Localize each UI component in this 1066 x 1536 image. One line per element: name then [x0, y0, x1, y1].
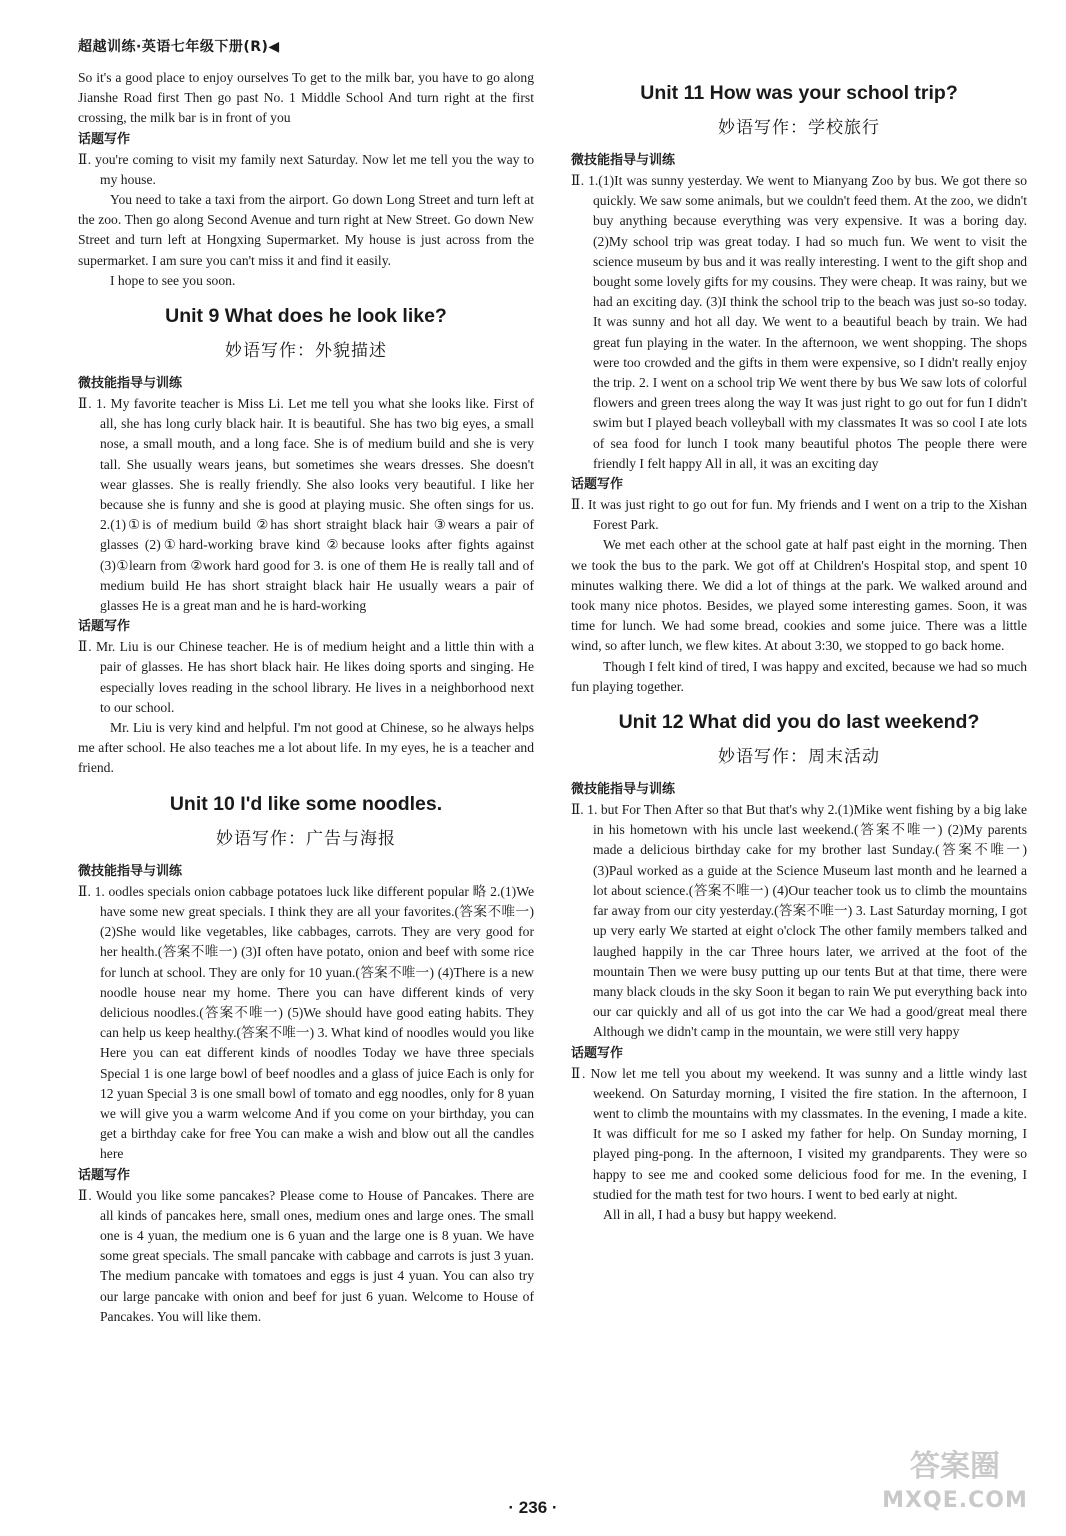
writing-paragraph: Though I felt kind of tired, I was happy and excited, because we had so much fun playing together. — [571, 658, 1027, 694]
writing-paragraph: All in all, I had a busy but happy weekend. — [603, 1206, 837, 1222]
right-column — [571, 68, 1027, 1225]
training-answers: Ⅱ. 1. oodles specials onion cabbage potatoes luck like different popular 略 2.(1)We have some new great specials. I think they are all your favorites.(答案不唯一) (2)She would like vegetables, like cabbages, carrots. They are very good for her health.(答案不唯一) (3)I often have potato, onion and beef with some rice for lunch at school. They are only for 10 yuan.(答案不唯一) (4)There is a new noodle house near my home. There you can have different kinds of very delicious noodles.(答案不唯一) (5)We should have good eating habits. They can help us keep healthy.(答案不唯一) 3. What kind of noodles would you like Here you can eat different kinds of noodles Today we have three specials Special 1 is one large bowl of beef noodles and a glass of juice Each is only for 12 yuan Special 3 is one small bowl of tomato and egg noodles, only for 8 yuan we will give you a warm welcome And if you come on your birthday, you can get a birthday cake for free You can make a wish and blow out all the candles here — [78, 883, 534, 1162]
section-label: 话题写作 — [571, 477, 624, 493]
writing-paragraph: Ⅱ. you're coming to visit my family next Saturday. Now let me tell you the way to my house. — [78, 151, 534, 187]
writing-paragraph: You need to take a taxi from the airport. Go down Long Street and turn left at the zoo. Then go along Second Avenue and turn right at New Street. Go down New Street and turn left at Hongxing Supermarket. My house is just across from the supermarket. I am sure you can't miss it and find it easily. — [78, 192, 534, 268]
section-label: 话题写作 — [78, 619, 131, 635]
section-label: 微技能指导与训练 — [571, 153, 676, 168]
left-column — [78, 68, 534, 1327]
section-label: 微技能指导与训练 — [78, 376, 183, 392]
intro-paragraph: So it's a good place to enjoy ourselves To get to the milk bar, you have to go along Jianshe Road first Then go past No. 1 Middle School And turn right at the first crossing, the milk bar is in front of you — [78, 70, 534, 126]
unit-9-title: Unit 9 What does he look like? — [165, 305, 447, 328]
running-header: 超越训练·英语七年级下册(R)◀ — [78, 39, 280, 55]
section-label: 话题写作 — [571, 1045, 624, 1061]
watermark-logo — [866, 1450, 1044, 1526]
unit-12-title: Unit 12 What did you do last weekend? — [618, 711, 980, 734]
writing-paragraph: Ⅱ. Now let me tell you about my weekend. It was sunny and a little windy last weekend. On Saturday morning, I visited the fire station. In the afternoon, I went to climb the mountains with my classmates. In the evening, I made a kite. It was difficult for me so I asked my father for help. On Sunday morning, I played ping-pong. In the afternoon, I visited my grandparents. They were so happy to see me and cooked some delicious food for me. In the evening, I studied for the math test for two hours. I went to bed early at night. — [571, 1065, 1027, 1202]
training-answers: Ⅱ. 1. but For Then After so that But that's why 2.(1)Mike went fishing by a big lake in his hometown with his uncle last weekend.(答案不唯一) (2)My parents made a delicious birthday cake for my brother last Sunday.(答案不唯一) (3)Paul worked as a guide at the Science Museum last month and he learned a lot about science.(答案不唯一) (4)Our teacher took us to climb the mountains far away from our city yesterday.(答案不唯一) 3. Last Saturday morning, I got up very early We started at eight o'clock The other family members talked and laughed happily in the car Three hours later, we arrived at the foot of the mountain Then we were busy putting up our tents But at that time, there were many black clouds in the sky Soon it began to rain We put everything back into our car quickly and all of us got into the car We had a good/great meal there Although we didn't camp in the mountain, we were still very happy — [571, 802, 1027, 1040]
writing-paragraph: Ⅱ. It was just right to go out for fun. My friends and I went on a trip to the Xishan Forest Park. — [571, 497, 1027, 533]
unit-12-topic: 妙语写作：周末活动 — [718, 747, 880, 768]
training-answers: Ⅱ. 1.(1)It was sunny yesterday. We went to Mianyang Zoo by bus. We got there so quickly. We saw some animals, but we couldn't feed them. At the zoo, we didn't buy anything because everything was very expensive. It was a boring day. (2)My school trip was great today. I had so much fun. We went to visit the science museum by bus and it was really interesting. I went to the gift shop and bought some lovely gifts for my cousins. They were cheap. It was rainy, but we had an exciting day. (3)I think the school trip to the beach was just so-so today. It was sunny and hot all day. We went to a beautiful beach by train. We had great fun playing in the water. In the afternoon, we went shopping. The shops were too crowded and the gifts in them were expensive, so I didn't really enjoy the trip. 2. I went on a school trip We went there by bus We saw lots of colorful flowers and green trees along the way It was just right to go out for fun I didn't swim but I played beach volleyball with my classmates It was so cool I ate lots of sea food for lunch I took many beautiful photos The people there were friendly I felt happy All in all, it was an exciting day — [571, 173, 1027, 471]
section-label: 话题写作 — [78, 131, 131, 147]
unit-11-topic: 妙语写作：学校旅行 — [718, 118, 880, 138]
training-answers: Ⅱ. 1. My favorite teacher is Miss Li. Let me tell you what she looks like. First of all, she has long curly black hair. It is beautiful. She has two big eyes, a small nose, a small mouth, and a long face. She is of medium build and she is very tall. She usually wears jeans, but sometimes she wears dresses. She doesn't wear glasses. She is really friendly. She also looks very beautiful. I like her because she is funny and she is good at playing music. She often sings for us. 2.(1)①is of medium build ②has short straight black hair ③wears a pair of glasses (2)①hard-working brave kind ②because looks after fights against (3)①learn from ②work hard good for 3. is one of them He is really tall and of medium build He has short straight black hair He usually wears a pair of glasses He is a great man and he is hard-working — [78, 396, 534, 614]
unit-9-topic: 妙语写作：外貌描述 — [225, 341, 387, 362]
unit-10-topic: 妙语写作：广告与海报 — [216, 828, 396, 849]
unit-11-title: Unit 11 How was your school trip? — [640, 82, 958, 104]
page-number: · 236 · — [508, 1498, 558, 1517]
writing-paragraph: Ⅱ. Mr. Liu is our Chinese teacher. He is of medium height and a little thin with a pair of glasses. He has short black hair. He likes doing sports and singing. He especially loves reading in the school library. He lives in a neighborhood next to our school. — [78, 639, 534, 715]
section-label: 话题写作 — [78, 1167, 131, 1183]
writing-paragraph: Mr. Liu is very kind and helpful. I'm not good at Chinese, so he always helps me after school. He also teaches me a lot about life. In my eyes, he is a teacher and friend. — [78, 720, 534, 776]
writing-paragraph: Ⅱ. Would you like some pancakes? Please come to House of Pancakes. There are all kinds of pancakes here, small ones, medium ones and large ones. The small one is 4 yuan, the medium one is 6 yuan and the large one is 8 yuan. We have some great specials. The small pancake with cabbage and carrots is just 3 yuan. The medium pancake with tomatoes and eggs is just 4 yuan. You can also try our large pancake with onion and beef for just 6 yuan. Welcome to House of Pancakes. You will like them. — [78, 1187, 534, 1324]
section-label: 微技能指导与训练 — [78, 863, 183, 879]
section-label: 微技能指导与训练 — [571, 782, 676, 798]
writing-paragraph: We met each other at the school gate at half past eight in the morning. Then we took the bus to the park. We got off at Children's Hospital stop, and spent 10 minutes walking there. We did a lot of things at the park. We walked around and took many nice photos. Besides, we played some interesting games. Soon, it was time for lunch. We had some bread, cookies and some juice. There was a little wind, so after lunch, we flew kites. At about 3:30, we stopped to go back home. — [571, 537, 1027, 654]
watermark-line: 答案圈 — [910, 1449, 1000, 1484]
watermark-line: MXQE.COM — [882, 1488, 1028, 1513]
unit-10-title: Unit 10 I'd like some noodles. — [169, 792, 443, 815]
writing-paragraph: I hope to see you soon. — [110, 272, 236, 288]
